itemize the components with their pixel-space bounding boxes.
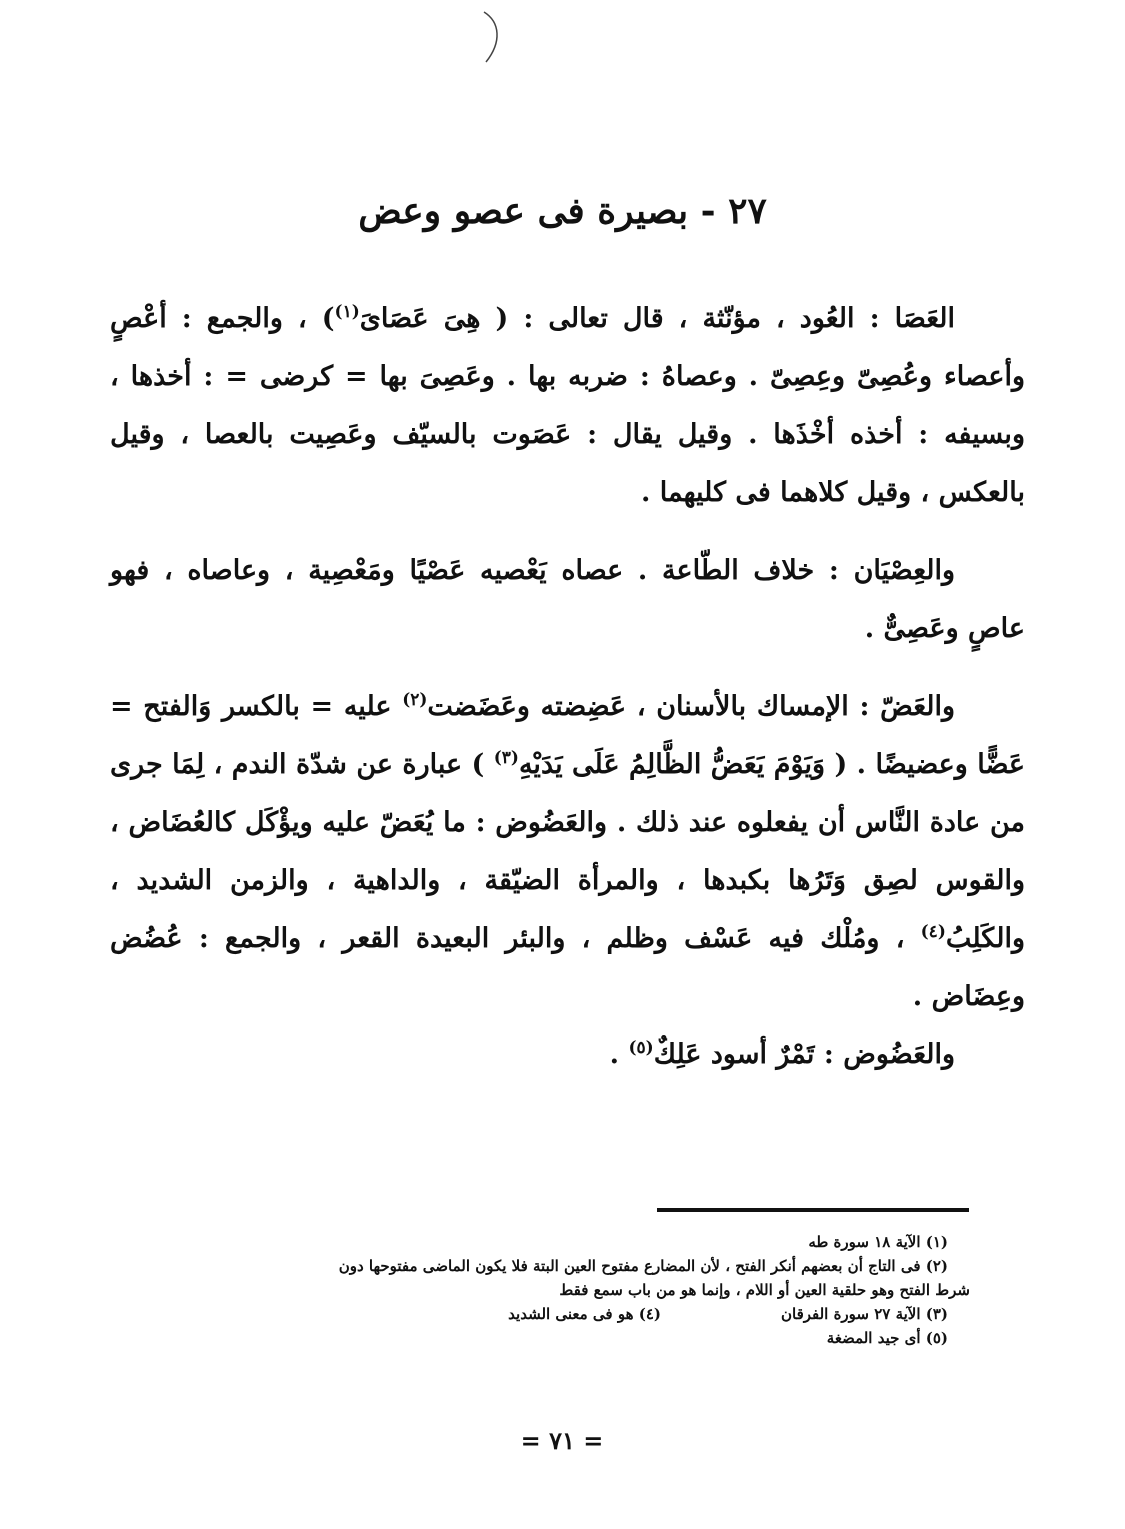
- text-segment: ) ، والجمع : أعْصٍ وأعصاء وعُصِىّ وعِصِىّ . وعصاهُ : ضربه بها . وعَصِىَ بها = كرضى = : أخذها ، وبسيفه : أخذه أخْذَها . وقيل يقال : عَصَوت بالسيّف وعَصِيت بالعصا ، وقيل بالعكس ، وقيل كلاهما فى كليهما .: [110, 303, 1025, 508]
- paragraph-asa: [110, 290, 1025, 522]
- text-segment: والعِصْيَان : خلاف الطّاعة . عصاه يَعْصيه عَصْيًا ومَعْصِية ، وعاصاه ، فهو عاصٍ وعَصِىٌّ .: [110, 555, 1025, 644]
- text-segment: .: [609, 1039, 629, 1070]
- footnote-2: (٢) فى التاج أن بعضهم أنكر الفتح ، لأن المضارع مفتوح العين البتة فلا يكون الماضى مفتوحها دون: [338, 1257, 948, 1275]
- footnote-ref-4: (٤): [920, 922, 946, 942]
- body-text: [110, 290, 1025, 1084]
- text-segment: والعَضُوض : تَمْرٌ أسود عَلِكٌ: [653, 1039, 955, 1070]
- text-segment: ) عبارة عن شدّة الندم ، لِمَا جرى من عادة النَّاس أن يفعلوه عند ذلك . والعَضُوض : ما يُعَضّ عليه ويؤْكَل كالعُضَاض ، والقوس لصِق وَتَرُها بكبدها ، والمرأة الضيّقة ، والداهية ، والزمن الشديد ، والكَلِبُ: [110, 749, 1025, 954]
- text-segment: ، ومُلْك فيه عَسْف وظلم ، والبئر البعيدة القعر ، والجمع : عُضُض وعِضَاض .: [110, 923, 1025, 1012]
- footnote-ref-5: (٥): [628, 1038, 654, 1058]
- paragraph-isyan: [110, 542, 1025, 658]
- pencil-mark-icon: [478, 8, 504, 68]
- paragraph-adud: [110, 1026, 1025, 1084]
- paragraph-add: [110, 678, 1025, 1026]
- footnote-divider: [657, 1208, 969, 1212]
- footnote-5: (٥) أى جيد المضغة: [826, 1329, 948, 1347]
- footnote-1: (١) الآية ١٨ سورة طه: [808, 1233, 948, 1251]
- text-segment: العَصَا : العُود ، مؤنّثة ، قال تعالى : ( هِىَ عَصَاىَ: [359, 303, 955, 334]
- footnote-row: [110, 1302, 970, 1326]
- footnote-ref-1: (١): [334, 302, 360, 322]
- footnotes: [110, 1230, 970, 1350]
- text-segment: والعَضّ : الإمساك بالأسنان ، عَضِضته وعَضَضت: [427, 691, 955, 722]
- footnote-3: (٣) الآية ٢٧ سورة الفرقان: [780, 1305, 948, 1323]
- text-segment: عليه = بالكسر وَالفتح = عَضًّا وعضيضًا . ( وَيَوْمَ يَعَضُّ الظَّالِمُ عَلَى يَدَيْهِ: [110, 691, 1025, 780]
- footnote-ref-2: (٢): [402, 690, 428, 710]
- page-title: ٢٧ - بصيرة فى عصو وعض: [358, 190, 767, 232]
- footnote-2-continued: شرط الفتح وهو حلقية العين أو اللام ، وإنما هو من باب سمع فقط: [559, 1281, 970, 1299]
- footnote-ref-3: (٣): [493, 748, 519, 768]
- page-number: = ٧١ =: [520, 1426, 604, 1455]
- footnote-4: (٤) هو فى معنى الشديد: [508, 1305, 661, 1323]
